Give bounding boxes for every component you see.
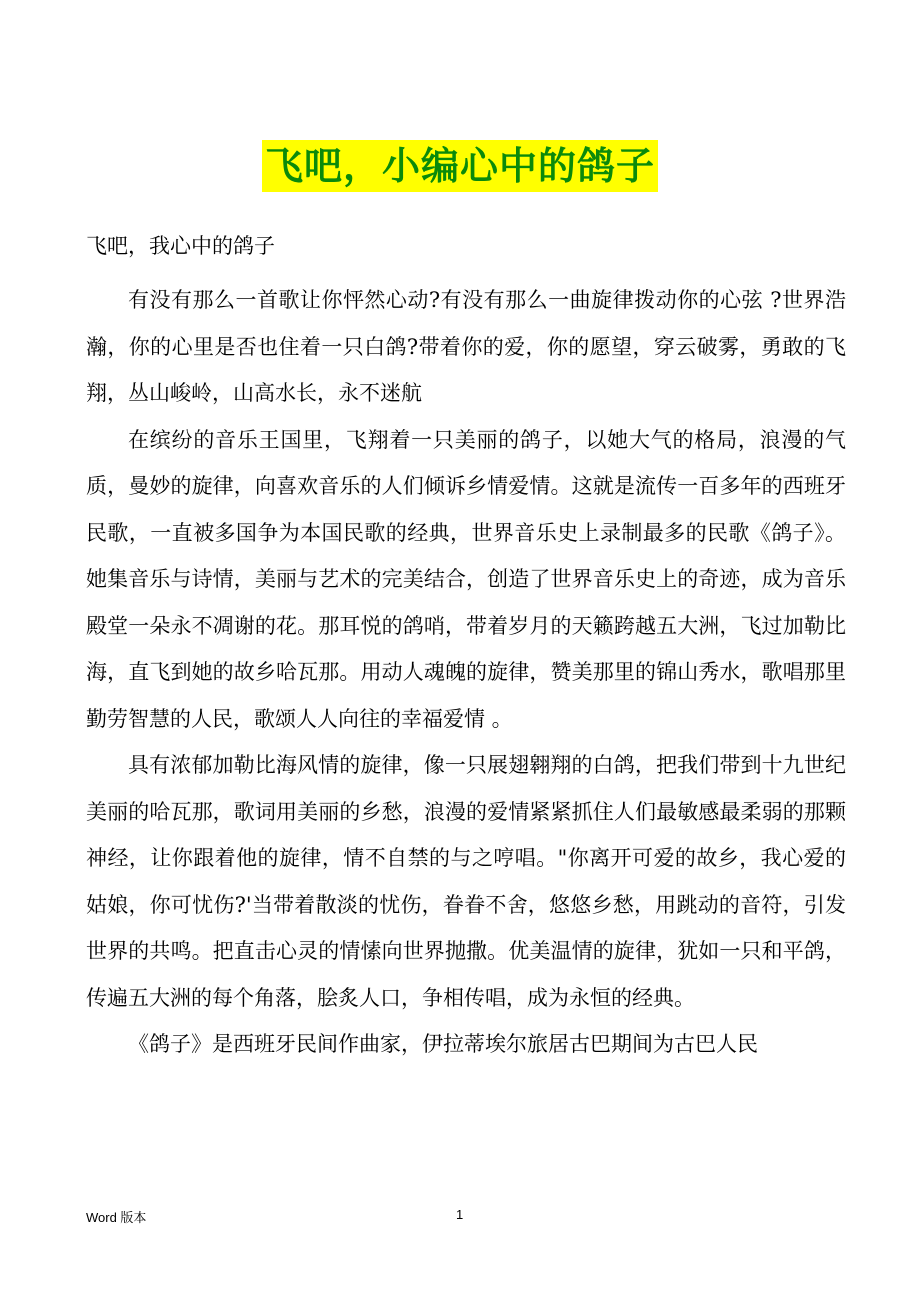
document-title: 飞吧，小编心中的鸽子: [262, 140, 658, 192]
page-number: 1: [456, 1207, 464, 1222]
paragraph: 《鸽子》是西班牙民间作曲家，伊拉蒂埃尔旅居古巴期间为古巴人民: [128, 1032, 758, 1056]
document-body: [86, 277, 846, 1068]
paragraph: 有没有那么一首歌让你怦然心动?有没有那么一曲旋律拨动你的心弦 ?世界浩瀚，你的心里是否也住着一只白鸽?带着你的爱，你的愿望，穿云破雾，勇敢的飞翔，丛山峻岭，山高水长，永不迷航: [86, 288, 846, 405]
document-subtitle: 飞吧，我心中的鸽子: [86, 234, 275, 258]
paragraph: 在缤纷的音乐王国里，飞翔着一只美丽的鸽子，以她大气的格局，浪漫的气质，曼妙的旋律，向喜欢音乐的人们倾诉乡情爱情。这就是流传一百多年的西班牙民歌，一直被多国争为本国民歌的经典，世界音乐史上录制最多的民歌《鸽子》。她集音乐与诗情，美丽与艺术的完美结合，创造了世界音乐史上的奇迹，成为音乐殿堂一朵永不凋谢的花。那耳悦的鸽哨，带着岁月的天籁跨越五大洲，飞过加勒比海，直飞到她的故乡哈瓦那。用动人魂魄的旋律，赞美那里的锦山秀水，歌唱那里勤劳智慧的人民，歌颂人人向往的幸福爱情 。: [86, 427, 846, 731]
paragraph: 具有浓郁加勒比海风情的旋律，像一只展翅翱翔的白鸽，把我们带到十九世纪美丽的哈瓦那，歌词用美丽的乡愁，浪漫的爱情紧紧抓住人们最敏感最柔弱的那颗神经，让你跟着他的旋律，情不自禁的与之哼唱。"你离开可爱的故乡，我心爱的姑娘，你可忧伤?'当带着散淡的忧伤，眷眷不舍，悠悠乡愁，用跳动的音符，引发世界的共鸣。把直击心灵的情愫向世界抛撒。优美温情的旋律，犹如一只和平鸽，传遍五大洲的每个角落，脍炙人口，争相传唱，成为永恒的经典。: [86, 753, 846, 1010]
footer-label: Word 版本: [86, 1210, 147, 1225]
document-title-wrapper: [0, 140, 920, 192]
